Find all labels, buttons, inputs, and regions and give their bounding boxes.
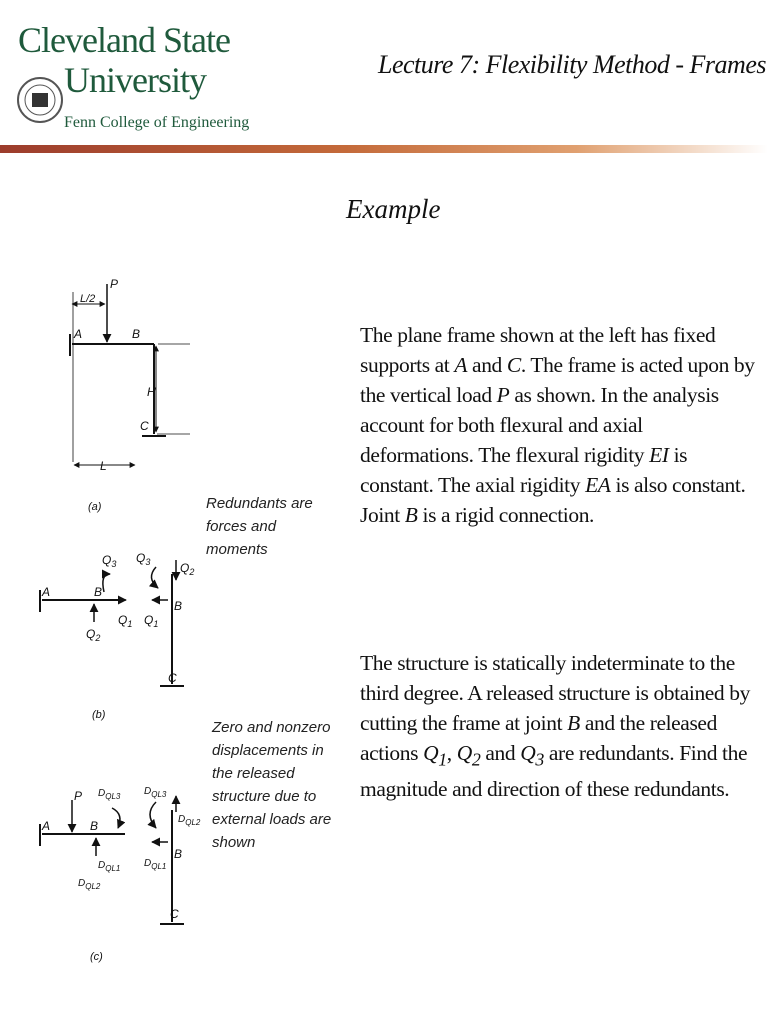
label-DQL2-c: $D_{QL2}$ [78,878,101,891]
label-B-b2: B [174,599,183,613]
label-DQL3-c2: $D_{QL3}$ [144,786,167,799]
caption-a: (a) [88,501,102,513]
label-L2: L/2 [80,293,96,305]
header-rule [0,145,768,153]
label-C-c: C [170,907,179,921]
label-DQL3-c: $D_{QL3}$ [98,788,121,801]
paragraph-indeterminacy: The structure is statically indeterminate to the third degree. A released structure is obtained by cutting the frame at joint B and the released actions $Q_1$, $Q_2$ and $Q_3$ are redundants. Find the magnitude and direction of these redundants. [360,651,750,802]
label-H: H [147,385,156,399]
label-DQL1-c: $D_{QL1}$ [98,860,121,873]
frame-figure [30,262,220,982]
slide-heading: Example [346,194,441,224]
logo-line2: University [64,60,206,100]
figure-c [40,786,201,963]
label-A-b: A [42,585,51,599]
label-L: L [100,459,107,473]
label-C-b: C [168,671,177,685]
label-Q3-b2: $Q_3$ [136,551,151,567]
figure-a [70,277,190,513]
label-B-c2: B [174,847,183,861]
logo-line3: Fenn College of Engineering [64,114,250,131]
label-A-c: A [42,819,51,833]
university-seal-icon [16,60,64,130]
label-Q1-b: $Q_1$ [118,613,133,629]
logo-line1: Cleveland State [18,20,230,60]
label-B-a: B [132,327,141,341]
label-Q1-b2: $Q_1$ [144,613,159,629]
label-DQL2-c2: $D_{QL2}$ [178,814,201,827]
caption-c: (c) [90,951,103,963]
figure-b [40,551,194,721]
paragraph-frame-description: The plane frame shown at the left has fixed supports at A and C. The frame is acted upon by the vertical load P as shown. In the analysis account for both flexural and axial deformations. The flexural rigidity EI is constant. The axial rigidity EA is also constant. Joint B is a rigid connection. [360,323,755,527]
label-P-a: P [110,277,119,291]
label-B-b: B [94,585,103,599]
caption-b: (b) [92,709,106,721]
label-B-c: B [90,819,99,833]
label-C-a: C [140,419,149,433]
note-displacements: Zero and nonzero displacements in the released structure due to external loads are shown [212,719,332,851]
label-Q3-b: $Q_3$ [102,553,117,569]
label-Q2-b: $Q_2$ [86,627,101,643]
label-P-c: P [74,789,83,803]
label-Q2-b2: $Q_2$ [180,561,195,577]
note-redundants: Redundants are forces and moments [206,495,313,558]
lecture-title: Lecture 7: Flexibility Method - Frames [378,50,766,79]
label-DQL1-c2: $D_{QL1}$ [144,858,167,871]
label-A-a: A [74,327,83,341]
